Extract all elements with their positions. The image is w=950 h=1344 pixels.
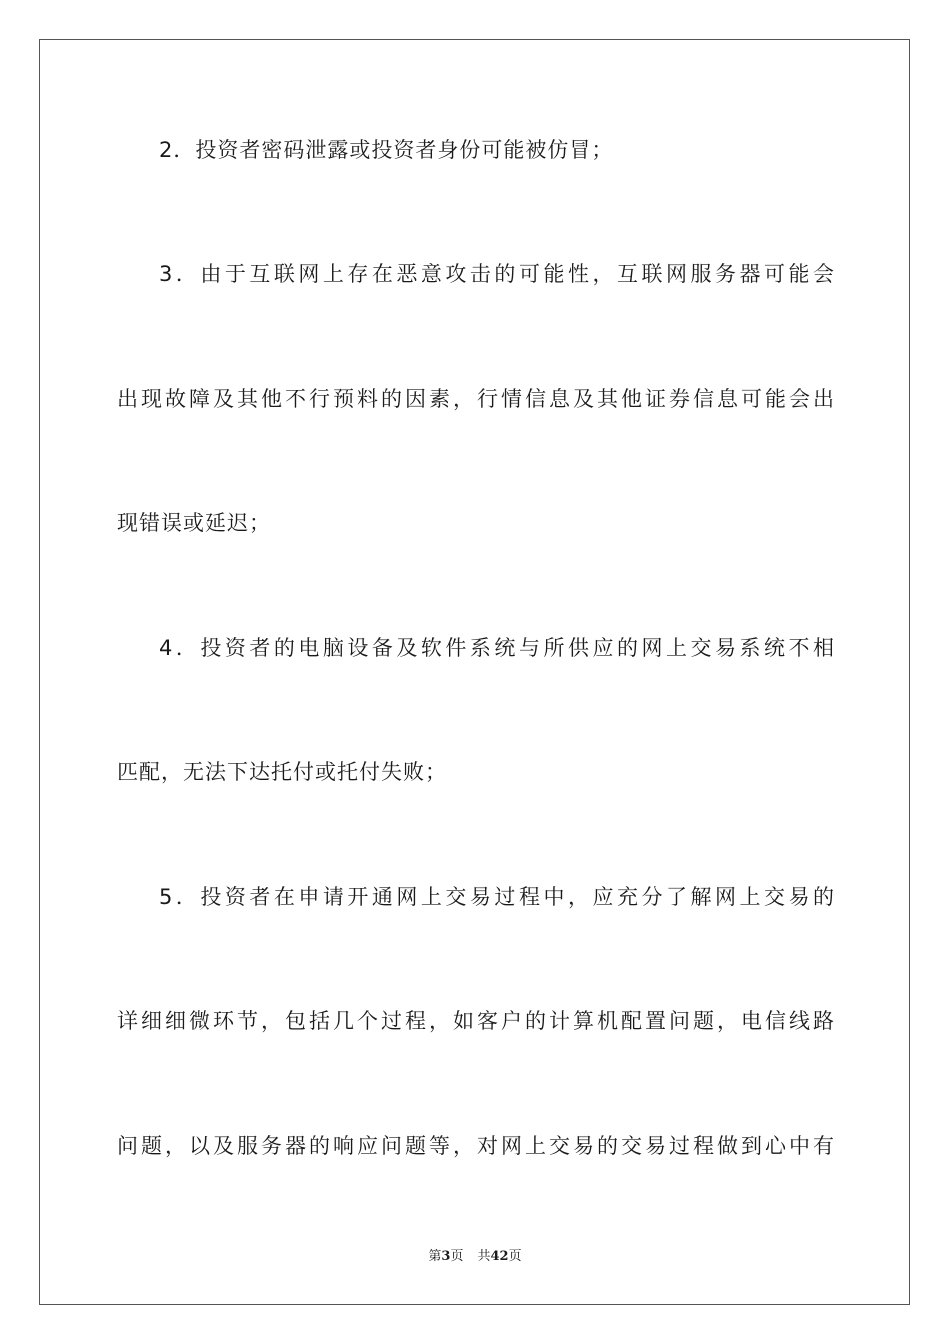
page-number: 3 [441, 1249, 451, 1264]
paragraph-line-8: 详细细微环节，包括几个过程，如客户的计算机配置问题，电信线路 [117, 1009, 835, 1033]
paragraph-line-7: 5．投资者在申请开通网上交易过程中，应充分了解网上交易的 [159, 885, 835, 909]
paragraph-line-1: 2．投资者密码泄露或投资者身份可能被仿冒； [159, 138, 614, 162]
page-prefix: 第 [428, 1249, 442, 1264]
page-footer [0, 1248, 950, 1266]
page-suffix: 页 [450, 1249, 464, 1264]
page-border [39, 39, 910, 1305]
paragraph-line-3: 出现故障及其他不行预料的因素，行情信息及其他证券信息可能会出 [117, 387, 835, 411]
paragraph-line-4: 现错误或延迟； [117, 511, 271, 535]
total-prefix: 共 [477, 1249, 491, 1264]
paragraph-line-2: 3．由于互联网上存在恶意攻击的可能性，互联网服务器可能会 [159, 262, 835, 286]
total-suffix: 页 [508, 1249, 522, 1264]
paragraph-line-9: 问题，以及服务器的响应问题等，对网上交易的交易过程做到心中有 [117, 1134, 835, 1158]
total-pages: 42 [490, 1249, 509, 1264]
paragraph-line-5: 4．投资者的电脑设备及软件系统与所供应的网上交易系统不相 [159, 636, 835, 660]
paragraph-line-6: 匹配，无法下达托付或托付失败； [117, 760, 447, 784]
